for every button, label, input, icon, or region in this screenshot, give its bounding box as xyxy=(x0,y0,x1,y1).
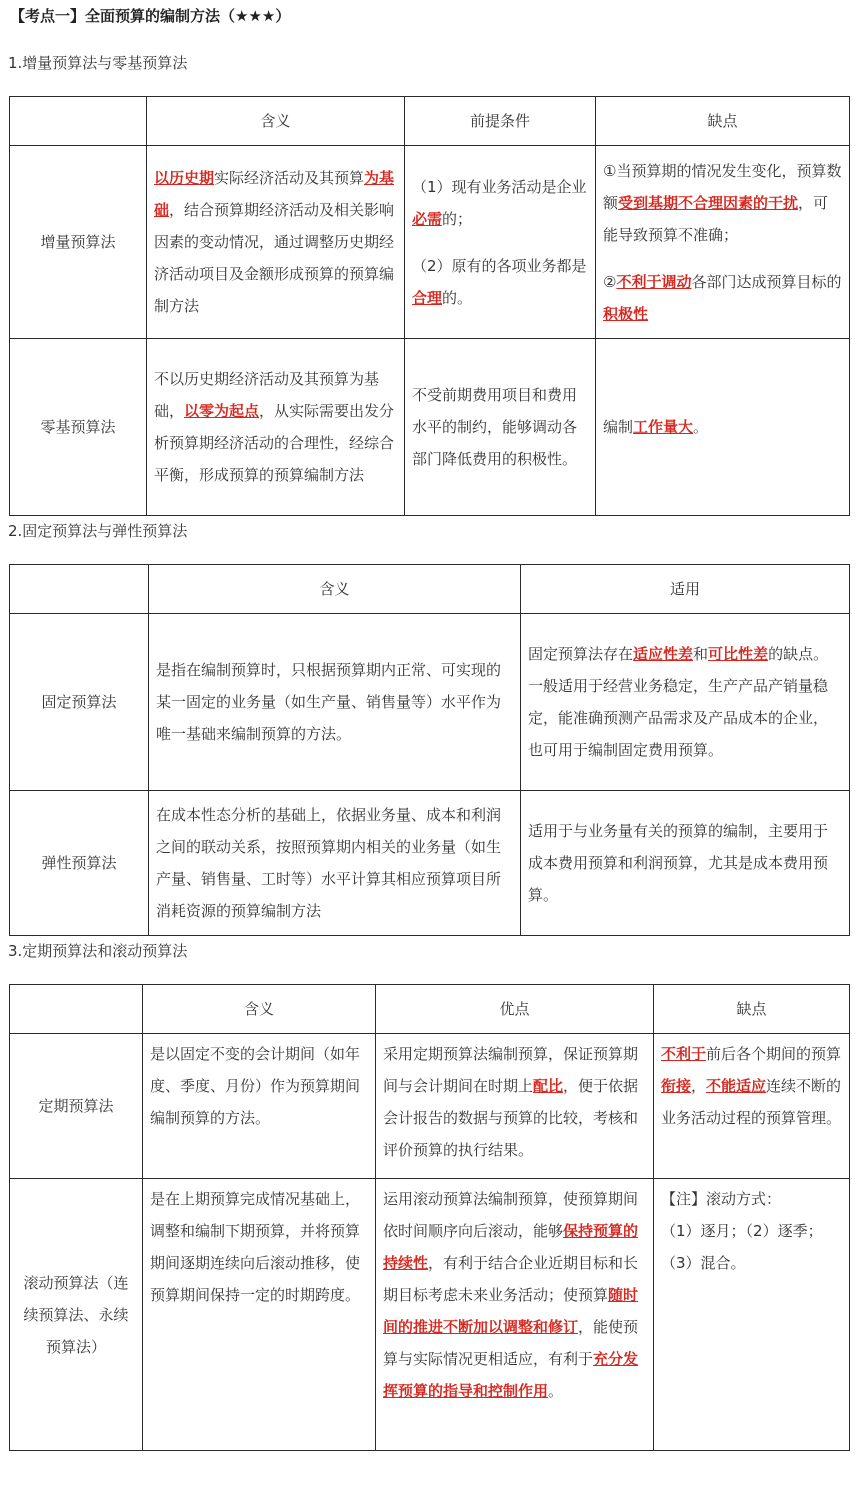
section2-table xyxy=(9,564,850,936)
body-text: 前后各个期间的预算 xyxy=(706,1045,842,1063)
section2-heading: 2.固定预算法与弹性预算法 xyxy=(8,522,188,540)
emphasis-text: 可比性差 xyxy=(708,645,769,663)
merit-cell xyxy=(376,1179,654,1451)
emphasis-text: 以历史期 xyxy=(154,169,215,187)
emphasis-text: 配比 xyxy=(533,1077,564,1095)
condition-cell xyxy=(405,146,596,339)
body-text: 实际经济活动及其预算 xyxy=(214,169,365,187)
drawback-cell xyxy=(596,339,850,516)
table-row xyxy=(10,614,850,791)
section3-heading: 3.定期预算法和滚动预算法 xyxy=(8,942,188,960)
body-text: ，结合预算期经济活动及相关影响因素的变动情况，通过调整历史期经济活动项目及金额形成预算的预算编制方法 xyxy=(154,201,395,315)
body-text: 。 xyxy=(693,418,709,436)
emphasis-text: 适应性差 xyxy=(633,645,694,663)
section3-table xyxy=(9,984,850,1451)
body-text: 的缺点。 xyxy=(768,645,829,663)
emphasis-text: 随时间的推进不断加以调整和修订 xyxy=(383,1286,639,1336)
emphasis-text: 不能适应 xyxy=(706,1077,767,1095)
scope-cell xyxy=(521,614,850,791)
body-text: 连续不断的业务活动过程的预算管理。 xyxy=(661,1077,842,1127)
table-row xyxy=(10,146,850,339)
row-label: 定期预算法 xyxy=(10,1034,143,1179)
header-cell: 含义 xyxy=(143,985,376,1034)
body-text: 。 xyxy=(548,1382,564,1400)
header-cell: 优点 xyxy=(376,985,654,1034)
page-title: 【考点一】全面预算的编制方法（★★★） xyxy=(10,7,291,25)
emphasis-text: 充分发挥预算的指导和控制作用 xyxy=(383,1350,639,1400)
table-row xyxy=(10,339,850,516)
header-cell xyxy=(10,97,147,146)
body-text: （2）原有的各项业务都是 xyxy=(412,256,587,275)
body-text: 一般适用于经营业务稳定，生产产品产销量稳定，能准确预测产品需求及产品成本的企业，也可用于编制固定费用预算。 xyxy=(528,677,829,759)
condition-cell: 不受前期费用项目和费用水平的制约，能够调动各部门降低费用的积极性。 xyxy=(405,339,596,516)
table-header-row xyxy=(10,565,850,614)
header-cell: 含义 xyxy=(149,565,521,614)
header-cell: 含义 xyxy=(147,97,405,146)
body-text: ①当预算期的情况发生变化，预算数额 xyxy=(603,161,842,212)
emphasis-text: 衔接 xyxy=(661,1077,692,1095)
section1-table xyxy=(9,96,850,516)
meaning-cell: 是在上期预算完成情况基础上，调整和编制下期预算，并将预算期间逐期连续向后滚动推移，使预算期间保持一定的时期跨度。 xyxy=(143,1179,376,1451)
emphasis-text: 为基础 xyxy=(154,169,395,219)
header-cell: 前提条件 xyxy=(405,97,596,146)
body-text: ，能使预算与实际情况更相适应，有利于 xyxy=(383,1318,639,1368)
header-cell: 缺点 xyxy=(596,97,850,146)
body-text: 的； xyxy=(442,209,473,228)
merit-cell xyxy=(376,1034,654,1179)
emphasis-text: 积极性 xyxy=(603,304,649,323)
drawback-cell xyxy=(654,1034,850,1179)
body-text: （1）逐月；（2）逐季；（3）混合。 xyxy=(661,1222,823,1272)
scope-cell: 适用于与业务量有关的预算的编制，主要用于成本费用预算和利润预算，尤其是成本费用预算。 xyxy=(521,791,850,936)
emphasis-text: 不利于 xyxy=(661,1045,707,1063)
drawback-cell xyxy=(654,1179,850,1451)
body-text: ，可能导致预算不准确； xyxy=(603,193,829,244)
meaning-cell xyxy=(147,339,405,516)
header-cell xyxy=(10,985,143,1034)
body-text: 编制 xyxy=(603,418,634,436)
body-text: 固定预算法存在 xyxy=(528,645,634,663)
meaning-cell xyxy=(147,146,405,339)
body-text: 的。 xyxy=(442,288,473,307)
body-text: 采用定期预算法编制预算，保证预算期间与会计期间在时期上 xyxy=(383,1045,639,1095)
emphasis-text: 必需 xyxy=(412,209,443,228)
meaning-cell: 是以固定不变的会计期间（如年度、季度、月份）作为预算期间编制预算的方法。 xyxy=(143,1034,376,1179)
body-text: 【注】滚动方式： xyxy=(661,1190,782,1208)
body-text: ② xyxy=(603,272,617,291)
body-text: 和 xyxy=(693,645,709,663)
body-text: ， xyxy=(691,1077,707,1095)
body-text: 各部门达成预算目标的 xyxy=(691,272,842,291)
emphasis-text: 受到基期不合理因素的干扰 xyxy=(618,193,799,212)
body-text: ，便于依据会计报告的数据与预算的比较，考核和评价预算的执行结果。 xyxy=(383,1077,639,1159)
table-header-row xyxy=(10,97,850,146)
row-label: 零基预算法 xyxy=(10,339,147,516)
header-cell xyxy=(10,565,149,614)
section1-heading: 1.增量预算法与零基预算法 xyxy=(8,54,188,72)
table-row xyxy=(10,1179,850,1451)
emphasis-text: 不利于调动 xyxy=(616,272,692,291)
table-header-row xyxy=(10,985,850,1034)
meaning-cell: 是指在编制预算时，只根据预算期内正常、可实现的某一固定的业务量（如生产量、销售量等）水平作为唯一基础来编制预算的方法。 xyxy=(149,614,521,791)
body-text: （1）现有业务活动是企业 xyxy=(412,177,587,196)
header-cell: 适用 xyxy=(521,565,850,614)
body-text: ，从实际需要出发分析预算期经济活动的合理性，经综合平衡，形成预算的预算编制方法 xyxy=(154,402,395,484)
emphasis-text: 以零为起点 xyxy=(184,402,260,420)
body-text: 运用滚动预算法编制预算，使预算期间依时间顺序向后滚动，能够 xyxy=(383,1190,639,1240)
header-cell: 缺点 xyxy=(654,985,850,1034)
row-label: 弹性预算法 xyxy=(10,791,149,936)
emphasis-text: 工作量大 xyxy=(633,418,694,436)
meaning-cell: 在成本性态分析的基础上，依据业务量、成本和利润之间的联动关系，按照预算期内相关的业务量（如生产量、销售量、工时等）水平计算其相应预算项目所消耗资源的预算编制方法 xyxy=(149,791,521,936)
emphasis-text: 合理 xyxy=(412,288,443,307)
row-label: 增量预算法 xyxy=(10,146,147,339)
table-row xyxy=(10,791,850,936)
body-text: ，有利于结合企业近期目标和长期目标考虑未来业务活动；使预算 xyxy=(383,1254,639,1304)
drawback-cell xyxy=(596,146,850,339)
body-text: 不以历史期经济活动及其预算为基础， xyxy=(154,370,380,420)
row-label: 固定预算法 xyxy=(10,614,149,791)
emphasis-text: 保持预算的持续性 xyxy=(383,1222,639,1272)
row-label: 滚动预算法（连续预算法、永续预算法） xyxy=(10,1179,143,1451)
table-row xyxy=(10,1034,850,1179)
